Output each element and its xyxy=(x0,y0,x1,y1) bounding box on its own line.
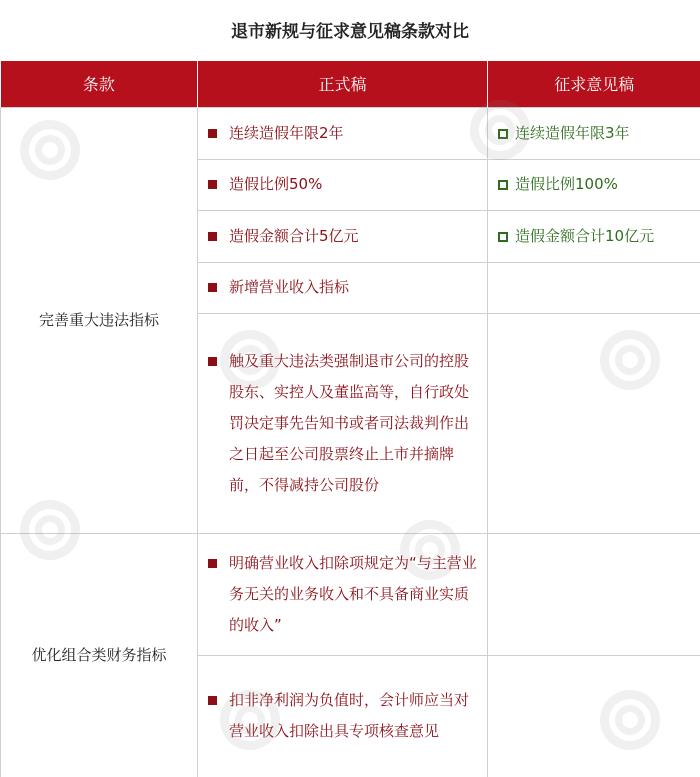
formal-text: 连续造假年限2年 xyxy=(229,123,344,142)
header-draft: 征求意见稿 xyxy=(488,61,700,107)
draft-text: 造假比例100% xyxy=(515,175,618,193)
filled-square-icon xyxy=(208,283,217,292)
formal-text: 新增营业收入指标 xyxy=(229,278,350,296)
formal-cell xyxy=(198,533,488,655)
filled-square-icon xyxy=(208,129,217,138)
filled-square-icon xyxy=(208,559,217,568)
table-header-row xyxy=(1,61,700,107)
formal-cell xyxy=(198,210,488,262)
table-row xyxy=(1,107,700,159)
filled-square-icon xyxy=(208,696,217,705)
formal-text: 扣非净利润为负值时，会计师应当对营业收入扣除出具专项核查意见 xyxy=(229,691,470,740)
formal-text: 造假比例50% xyxy=(229,175,323,193)
draft-cell-empty xyxy=(488,262,700,313)
page-title: 退市新规与征求意见稿条款对比 xyxy=(231,21,469,42)
header-clause: 条款 xyxy=(1,61,198,107)
draft-text: 造假金额合计10亿元 xyxy=(515,226,655,245)
hollow-square-icon xyxy=(498,180,508,190)
draft-cell-empty xyxy=(488,533,700,655)
comparison-table xyxy=(0,61,700,777)
formal-text: 明确营业收入扣除项规定为“与主营业务无关的业务收入和不具备商业实质的收入” xyxy=(229,553,477,634)
draft-cell xyxy=(488,107,700,159)
formal-text: 触及重大违法类强制退市公司的控股股东、实控人及董监高等，自行政处罚决定事先告知书或者司法裁判作出之日起至公司股票终止上市并摘牌前，不得减持公司股份 xyxy=(229,351,470,494)
formal-text: 造假金额合计5亿元 xyxy=(229,226,359,245)
formal-cell xyxy=(198,262,488,313)
filled-square-icon xyxy=(208,357,217,366)
draft-cell-empty xyxy=(488,655,700,777)
hollow-square-icon xyxy=(498,232,508,242)
draft-text: 连续造假年限3年 xyxy=(515,123,630,142)
formal-cell xyxy=(198,159,488,210)
filled-square-icon xyxy=(208,232,217,241)
header-formal: 正式稿 xyxy=(198,61,488,107)
clause-cell: 完善重大违法指标 xyxy=(1,107,198,533)
draft-cell xyxy=(488,210,700,262)
draft-cell xyxy=(488,159,700,210)
filled-square-icon xyxy=(208,180,217,189)
clause-cell: 优化组合类财务指标 xyxy=(1,533,198,777)
formal-cell xyxy=(198,655,488,777)
hollow-square-icon xyxy=(498,129,508,139)
table-row xyxy=(1,533,700,655)
draft-cell-empty xyxy=(488,313,700,533)
formal-cell xyxy=(198,313,488,533)
formal-cell xyxy=(198,107,488,159)
